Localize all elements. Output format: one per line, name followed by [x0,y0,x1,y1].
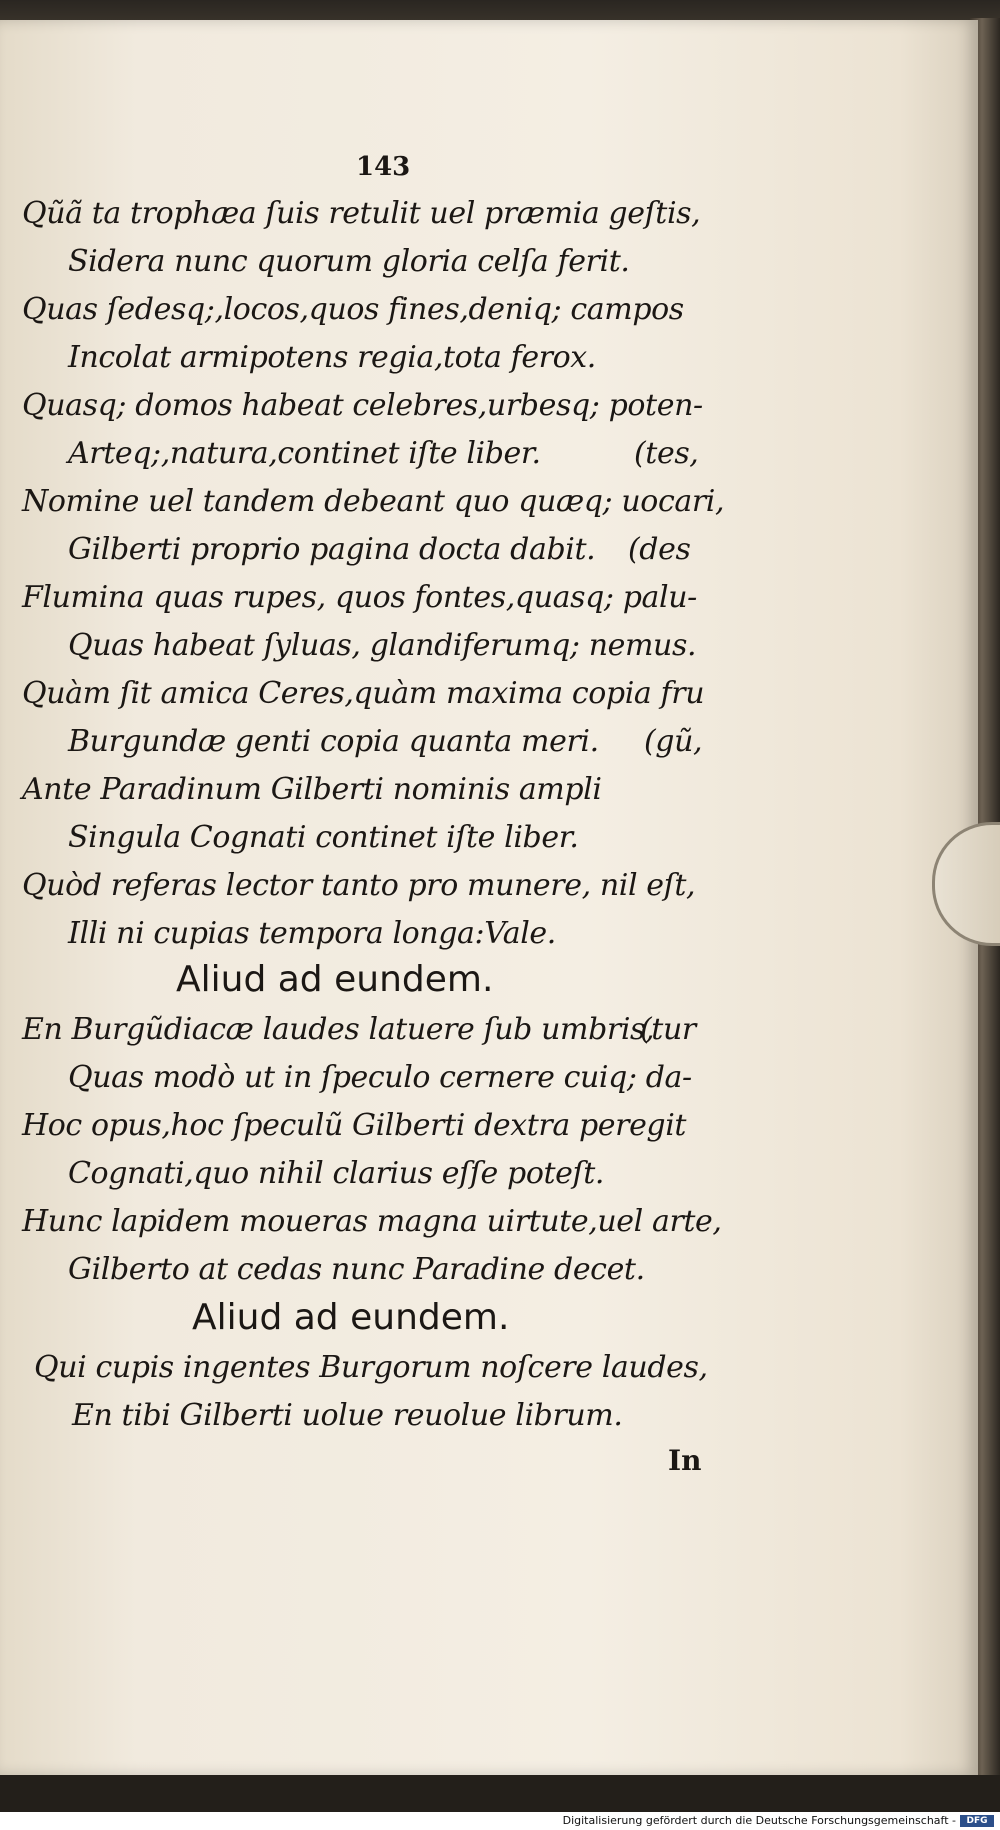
verse-line: Qui cupis ingentes Burgorum noſcere laudes, [34,1350,708,1385]
verse-line: Quasq; domos habeat celebres,urbesq; poten- [22,388,703,423]
verse-line: Quas modò ut in ſpeculo cernere cuiq; da- [68,1060,692,1095]
verse-line: Ante Paradinum Gilberti nominis ampli [22,772,602,807]
page-number: 143 [356,152,411,182]
verse-line: En Burgũdiacæ laudes latuere ſub umbris, [22,1012,655,1047]
dfg-logo: DFG [960,1815,994,1827]
verse-line: Hoc opus,hoc ſpeculũ Gilberti dextra peregit [22,1108,687,1143]
verse-line: Sidera nunc quorum gloria celſa ferit. [68,244,630,279]
verse-line: Burgundæ genti copia quanta meri. [68,724,599,759]
verse-line: Qũã ta trophæa ſuis retulit uel præmia geſtis, [22,196,701,231]
book-page [0,20,978,1775]
verse-line: Singula Cognati continet iſte liber. [68,820,579,855]
verse-line: Quas habeat ſyluas, glandiferumq; nemus. [68,628,697,663]
verse-line: Nomine uel tandem debeant quo quæq; uocari, [22,484,725,519]
verse-line: Gilberto at cedas nunc Paradine decet. [68,1252,645,1287]
verse-line: Illi ni cupias tempora longa:Vale. [68,916,556,951]
verse-line: En tibi Gilberti uolue reuolue librum. [72,1398,623,1433]
section-heading: Aliud ad eundem. [176,959,494,1000]
digitization-credit: Digitalisierung gefördert durch die Deutsche Forschungsgemeinschaft - [562,1814,956,1827]
verse-line: Cognati,quo nihil clarius eſſe poteſt. [68,1156,604,1191]
section-heading: Aliud ad eundem. [192,1297,510,1338]
verse-line: Arteq;,natura,continet iſte liber. [68,436,541,471]
verse-line: Flumina quas rupes, quos fontes,quasq; palu- [22,580,697,615]
verse-line: Quàm ſit amica Ceres,quàm maxima copia fru [22,676,705,711]
turnover-text: (gũ, [644,724,703,759]
turnover-text: (tes, [634,436,699,471]
verse-line: Hunc lapidem moueras magna uirtute,uel arte, [22,1204,722,1239]
footer-bar [0,1812,1000,1830]
turnover-text: (tur [640,1012,696,1047]
verse-line: Quòd referas lector tanto pro munere, nil eſt, [22,868,696,903]
catchword: In [668,1444,702,1477]
verse-line: Gilberti proprio pagina docta dabit. [68,532,596,567]
scan-background-bottom [0,1775,1000,1815]
verse-line: Quas ſedesq;,locos,quos fines,deniq; campos [22,292,684,327]
verse-line: Incolat armipotens regia,tota ferox. [68,340,596,375]
turnover-text: (des [628,532,691,567]
